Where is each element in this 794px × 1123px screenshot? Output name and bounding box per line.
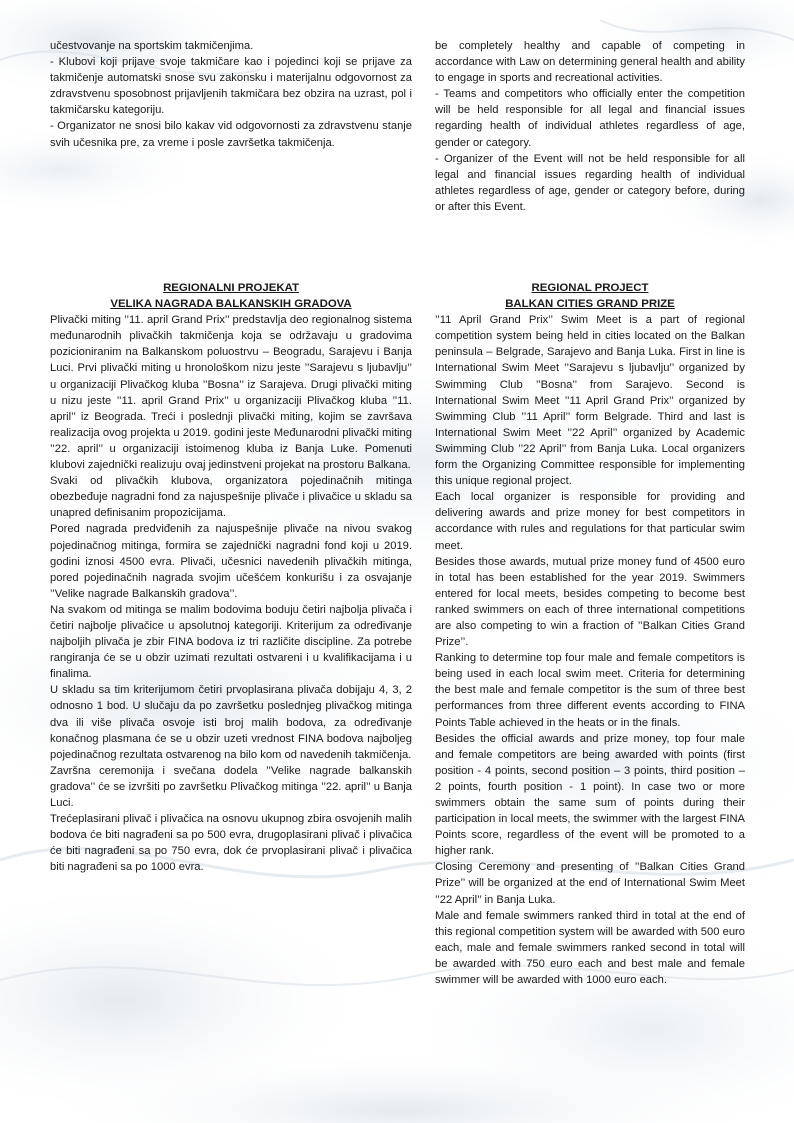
paragraph: Closing Ceremony and presenting of ’’Balkan Cities Grand Prize’’ will be organized at the end of International Swim Meet ’’22 April’’ in Banja Luka. [435,861,745,906]
paragraph: Besides those awards, mutual prize money fund of 4500 euro in total has been established for the year 2019. Swimmers entered for local meets, besides competing to become best ranked swimmers on each of three international competitions are also competing to win a fraction of ’’Balkan Cities Grand Prize’’. [435,555,745,649]
paragraph: Završna ceremonija i svečana dodela ’’Velike nagrade balkanskih gradova’’ će se izvršiti po završetku Plivačkog mitinga ’’22. april’’ u Banja Luci. [50,764,412,809]
paragraph: - Klubovi koji prijave svoje takmičare kao i pojedinci koji se prijave za takmičenje automatski snose svu zakonsku i materijalnu odgovornost za zdravstvenu sposobnost prijavljenih takmičara bez obzira na uzrast, pol i takmičarsku kategoriju. [50,56,412,117]
paragraph: be completely healthy and capable of competing in accordance with Law on determining general health and ability to engage in sports and recreational activities. [435,40,745,85]
paragraph: Ranking to determine top four male and female competitors is being used in each local swim meet. Criteria for determining the best male and female competitor is the sum of three best performances from three different events according to FINA Points Table achieved in the heats or in the finals. [435,652,745,729]
paragraph: ’’11 April Grand Prix’’ Swim Meet is a part of regional competition system being held in cities located on the Balkan peninsula – Belgrade, Sarajevo and Banja Luka. First in line is International Swim Meet ’’Sarajevu s ljubavlju’’ organized by Swimming Club ’’Bosna’’ from Sarajevo. Second is International Swim Meet ’’11 April Grand Prix’’ organized by Swimming Club ’’11 April’’ form Belgrade. Third and last is International Swim Meet ’’22 April’’ organized by Academic Swimming Club ’’22 April’’ from Banja Luka. Local organizers form the Organizing Committee responsible for implementing this unique regional project. [435,314,745,488]
paragraph: - Teams and competitors who officially enter the competition will be held responsible for all legal and financial issues regarding health of individual athletes regardless of age, gender or category. [435,88,745,149]
paragraph: - Organizator ne snosi bilo kakav vid odgovornosti za zdravstvenu stanje svih učesnika pre, za vreme i posle završetka takmičenja. [50,120,412,149]
regional-project-english [435,280,745,988]
paragraph: U skladu sa tim kriterijumom četiri prvoplasirana plivača dobijaju 4, 3, 2 odnosno 1 bod. U slučaju da po završetku poslednjeg plivačkog mitinga dva ili više plivača osvoje isti broj malih bodova, za određivanje konačnog plasmana će se u obzir uzeti vrednost FINA bodova najboljeg pojedinačnog rezultata ostvarenog na bilo kom od navedenih takmičenja. [50,684,412,761]
regional-project-serbian [50,280,412,875]
paragraph: Plivački miting ’’11. april Grand Prix’’ predstavlja deo regionalnog sistema međunarodnih plivačkih takmičenja koja se održavaju u gradovima pozicioniranim na Balkanskom poluostrvu – Beogradu, Sarajevu i Banja Luci. Prvi plivački miting u hronološkom nizu jeste ’’Sarajevu s ljubavlju’’ u organizaciji Plivačkog kluba ’’Bosna’’ iz Sarajeva. Drugi plivački miting u nizu jeste ’’11. april Grand Prix’’ u organizaciji Plivačkog kluba ’’11. april’’ iz Beograda. Treći i poslednji plivački miting, kojim se završava realizacija ovog projekta u 2019. godini jeste Međunarodni plivački miting ’’22. april’’ u organizaciji istoimenog kluba iz Banja Luke. Pomenuti klubovi zajednički realizuju ovaj jedinstveni projekat na prostoru Balkana. [50,314,412,472]
paragraph: - Organizer of the Event will not be held responsible for all legal and financial issues regarding health of individual athletes regardless of age, gender or category before, during or after this Event. [435,152,745,213]
left-column-top [50,38,412,151]
section-heading: REGIONALNI PROJEKAT [163,282,299,294]
paragraph: Each local organizer is responsible for providing and delivering awards and prize money for best competitors in accordance with rules and regulations for that particular swim meet. [435,491,745,552]
section-heading: REGIONAL PROJECT [531,282,649,294]
paragraph: Svaki od plivačkih klubova, organizatora pojedinačnih mitinga obezbeđuje nagradni fond za najuspešnije plivače i plivačice u skladu sa unapred definisanim propozicijama. [50,475,412,520]
section-subheading: VELIKA NAGRADA BALKANSKIH GRADOVA [110,298,352,311]
paragraph: Pored nagrada predviđenih za najuspešnije plivače na nivou svakog pojedinačnog mitinga, formira se zajednički nagradni fond koji u 2019. godini iznosi 4500 evra. Plivači, učesnici navedenih plivačkih mitinga, pored pojedinačnih nagrada svojim učešćem konkurišu i za osvajanje ’’Velike nagrade Balkanskih gradova’’. [50,523,412,600]
right-column-top [435,38,745,215]
paragraph: Besides the official awards and prize money, top four male and female competitors are being awarded with points (first position - 4 points, second position – 3 points, third position – 2 points, fourth position - 1 point). In case two or more swimmers obtain the same sum of points during their participation in local meets, the swimmer with the largest FINA Points score, regardless of the event will be promoted to a higher rank. [435,732,745,858]
paragraph: učestvovanje na sportskim takmičenjima. [50,40,254,52]
paragraph: Na svakom od mitinga se malim bodovima boduju četiri najbolja plivača i četiri najbolje plivačice u apsolutnoj kategoriji. Kriterijum za određivanje najboljih plivača je zbir FINA bodova iz tri različite discipline. Za potrebe rangiranja će se u obzir uzimati rezultati ostvareni i u kvalifikacijama i u finalima. [50,603,412,681]
paragraph: Male and female swimmers ranked third in total at the end of this regional competition system will be awarded with 500 euro each, male and female swimmers ranked second in total will be awarded with 750 euro each and best male and female swimmer will be awarded with 1000 euro each. [435,909,745,987]
section-subheading: BALKAN CITIES GRAND PRIZE [505,298,675,311]
paragraph: Trećeplasirani plivač i plivačica na osnovu ukupnog zbira osvojenih malih bodova će biti nagrađeni sa po 500 evra, drugoplasirani plivač i plivačica će biti nagrađeni sa po 750 evra, dok će prvoplasirani plivač i plivačica biti nagrađeni sa po 1000 evra. [50,813,412,874]
